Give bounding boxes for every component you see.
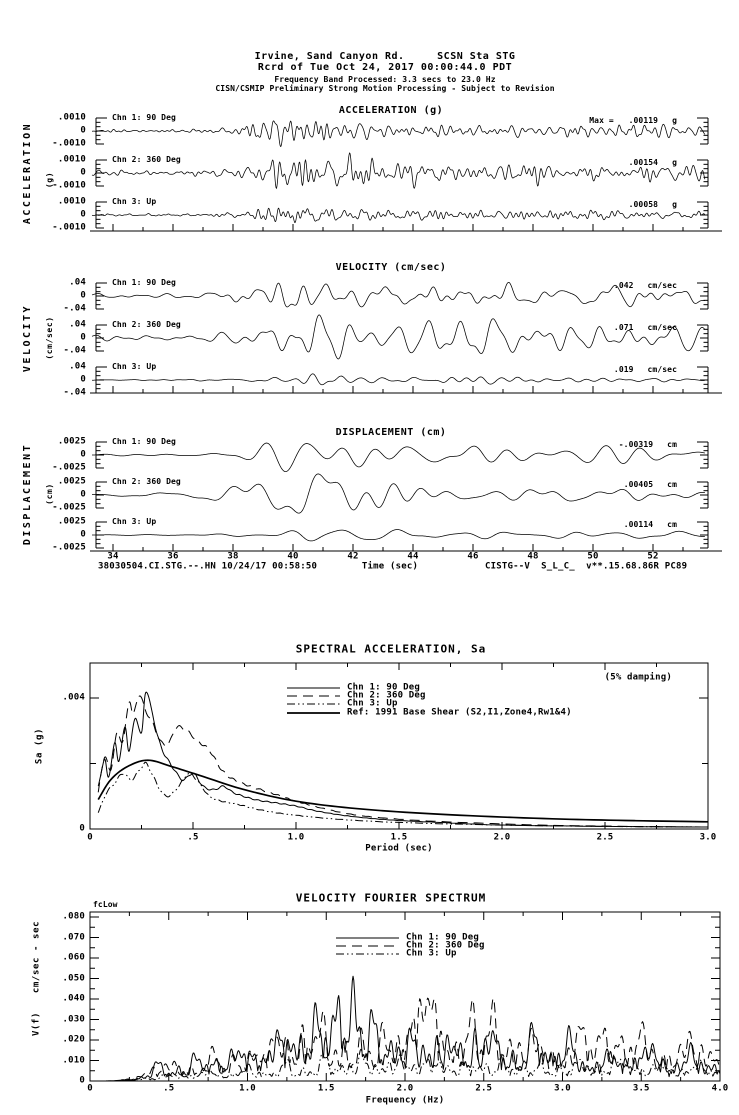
channel-label: Chn 3: Up: [112, 362, 157, 371]
scale-label-zero: 0: [80, 332, 86, 343]
displacement-axis-label: DISPLACEMENT: [22, 442, 33, 546]
time-tick-label: 40: [287, 551, 299, 562]
fourier-y-tick-label: .050: [62, 973, 85, 983]
fourier-x-tick-label: 2.0: [396, 1083, 414, 1094]
frequency-axis-label: Frequency (Hz): [365, 1095, 445, 1106]
channel-label: Chn 3: Up: [112, 517, 157, 526]
peak-unit: cm: [667, 520, 677, 529]
scale-label-zero: 0: [80, 529, 86, 540]
displacement-section-title: DISPLACEMENT (cm): [335, 427, 447, 438]
time-tick-label: 42: [347, 551, 359, 562]
velocity-axis-label: VELOCITY: [22, 303, 33, 373]
sa-x-tick-label: 2.5: [596, 832, 614, 843]
fourier-legend-entry: Chn 1: 90 Deg: [406, 932, 480, 943]
peak-unit: g: [672, 158, 677, 167]
scale-label-bottom: -.0025: [52, 502, 86, 513]
fourier-y-tick-label: 0: [79, 1075, 85, 1086]
scale-label-bottom: -.04: [63, 387, 86, 398]
sa-x-tick-label: 1.0: [287, 832, 305, 843]
scale-label-zero: 0: [80, 167, 86, 178]
fourier-x-tick-label: 0: [87, 1083, 93, 1094]
scale-label-bottom: -.04: [63, 303, 86, 314]
sa-legend-entry: Chn 1: 90 Deg: [347, 682, 421, 693]
fourier-y-tick-label: .010: [62, 1055, 85, 1065]
scale-label-zero: 0: [80, 125, 86, 136]
sa-x-tick-label: .5: [187, 832, 199, 843]
peak-value: .00405: [623, 480, 654, 489]
scale-label-zero: 0: [80, 489, 86, 500]
acceleration-axis-label: ACCELERATION: [22, 121, 33, 225]
sa-x-tick-label: 1.5: [390, 832, 408, 843]
channel-label: Chn 1: 90 Deg: [112, 113, 176, 122]
scale-label-bottom: -.0010: [52, 180, 86, 191]
fourier-x-tick-label: .5: [163, 1083, 175, 1094]
scale-label-top: .0025: [57, 476, 86, 487]
time-tick-label: 48: [527, 551, 539, 562]
fourier-y-tick-label: .030: [62, 1014, 85, 1024]
time-tick-label: 46: [467, 551, 479, 562]
fourier-x-tick-label: 1.5: [317, 1083, 335, 1094]
time-axis-label: Time (sec): [361, 561, 419, 572]
channel-label: Chn 2: 360 Deg: [112, 477, 181, 486]
scale-label-top: .04: [69, 361, 86, 372]
peak-unit: g: [672, 200, 677, 209]
sa-y-tick-label: 0: [79, 823, 85, 834]
scale-label-top: .0025: [57, 436, 86, 447]
scale-label-bottom: -.0010: [52, 222, 86, 233]
time-tick-label: 50: [587, 551, 599, 562]
fourier-y-axis-label: V(f): [31, 1011, 42, 1037]
station-title: Irvine, Sand Canyon Rd. SCSN Sta STG: [254, 51, 516, 62]
channel-label: Chn 1: 90 Deg: [112, 278, 176, 287]
record-timestamp: Rcrd of Tue Oct 24, 2017 00:00:44.0 PDT: [257, 62, 513, 73]
period-axis-label: Period (sec): [365, 843, 433, 854]
displacement-axis-unit: (cm): [45, 483, 54, 505]
peak-value: .00154: [628, 158, 659, 167]
velocity-axis-unit: (cm/sec): [45, 316, 54, 360]
scale-label-zero: 0: [80, 374, 86, 385]
scale-label-top: .04: [69, 277, 86, 288]
fourier-y-tick-label: .080: [62, 911, 85, 922]
acceleration-axis-unit: (g): [45, 171, 54, 189]
time-tick-label: 44: [407, 551, 419, 562]
sa-chart-title: SPECTRAL ACCELERATION, Sa: [295, 642, 487, 656]
fourier-y-tick-label: .040: [62, 993, 85, 1004]
peak-value: .019: [613, 365, 634, 374]
fourier-y-tick-label: .020: [62, 1034, 85, 1045]
filter-corner-marker: fcLow: [93, 900, 118, 909]
sa-y-tick-label: .004: [62, 692, 85, 703]
peak-unit: cm/sec: [647, 281, 677, 290]
velocity-section-title: VELOCITY (cm/sec): [335, 262, 447, 273]
scale-label-bottom: -.04: [63, 345, 86, 356]
sa-x-tick-label: 2.0: [493, 832, 511, 843]
scale-label-top: .04: [69, 319, 86, 330]
scale-label-bottom: -.0010: [52, 138, 86, 149]
scale-label-zero: 0: [80, 449, 86, 460]
fourier-x-tick-label: 2.5: [475, 1083, 493, 1094]
scale-label-top: .0025: [57, 516, 86, 527]
sa-legend-entry: Ref: 1991 Base Shear (S2,I1,Zone4,Rw1&4): [347, 707, 572, 718]
fourier-legend-entry: Chn 2: 360 Deg: [406, 940, 485, 951]
scale-label-top: .0010: [57, 112, 86, 123]
fourier-y-tick-label: .070: [62, 932, 85, 942]
channel-label: Chn 2: 360 Deg: [112, 155, 181, 164]
peak-value: Max = .00119: [589, 116, 659, 125]
scale-label-zero: 0: [80, 209, 86, 220]
fourier-x-tick-label: 1.0: [239, 1083, 256, 1094]
scale-label-top: .0010: [57, 154, 86, 165]
peak-unit: cm/sec: [647, 323, 677, 332]
record-id-footer: 38030504.CI.STG.--.HN 10/24/17 00:58:50: [98, 561, 318, 572]
time-tick-label: 34: [107, 551, 119, 562]
time-tick-label: 36: [167, 551, 179, 562]
peak-value: -.00319: [618, 440, 654, 449]
sa-x-tick-label: 0: [87, 832, 93, 843]
channel-label: Chn 3: Up: [112, 197, 157, 206]
peak-value: .071: [613, 323, 634, 332]
sa-legend-entry: Chn 3: Up: [347, 698, 398, 709]
sa-legend-entry: Chn 2: 360 Deg: [347, 690, 426, 701]
fourier-y-tick-label: .060: [62, 952, 85, 963]
fourier-x-tick-label: 3.0: [554, 1083, 571, 1094]
fourier-legend-entry: Chn 3: Up: [406, 948, 457, 959]
peak-value: .042: [613, 281, 634, 290]
frequency-band-note: Frequency Band Processed: 3.3 secs to 23.0 Hz: [274, 75, 496, 84]
peak-unit: cm: [667, 440, 677, 449]
fourier-y-axis-units: cm/sec - sec: [31, 920, 42, 994]
peak-unit: g: [672, 116, 677, 125]
channel-label: Chn 2: 360 Deg: [112, 320, 181, 329]
sa-y-axis-label: Sa (g): [34, 727, 45, 765]
peak-value: .00058: [628, 200, 659, 209]
peak-unit: cm: [667, 480, 677, 489]
channel-label: Chn 1: 90 Deg: [112, 437, 176, 446]
scale-label-zero: 0: [80, 290, 86, 301]
sa-x-tick-label: 3.0: [699, 832, 717, 843]
fourier-chart-title: VELOCITY FOURIER SPECTRUM: [295, 891, 487, 905]
peak-unit: cm/sec: [647, 365, 677, 374]
damping-note: (5% damping): [604, 672, 672, 683]
time-tick-label: 52: [647, 551, 659, 562]
scale-label-top: .0010: [57, 196, 86, 207]
processing-version-footer: CISTG--V S_L_C_ v**.15.68.86R PC89: [485, 561, 688, 572]
acceleration-section-title: ACCELERATION (g): [338, 105, 444, 116]
processing-disclaimer: CISN/CSMIP Preliminary Strong Motion Processing - Subject to Revision: [215, 84, 555, 93]
fourier-x-tick-label: 4.0: [711, 1083, 729, 1094]
peak-value: .00114: [623, 520, 654, 529]
time-tick-label: 38: [227, 551, 239, 562]
fourier-x-tick-label: 3.5: [632, 1083, 650, 1094]
scale-label-bottom: -.0025: [52, 542, 86, 553]
scale-label-bottom: -.0025: [52, 462, 86, 473]
